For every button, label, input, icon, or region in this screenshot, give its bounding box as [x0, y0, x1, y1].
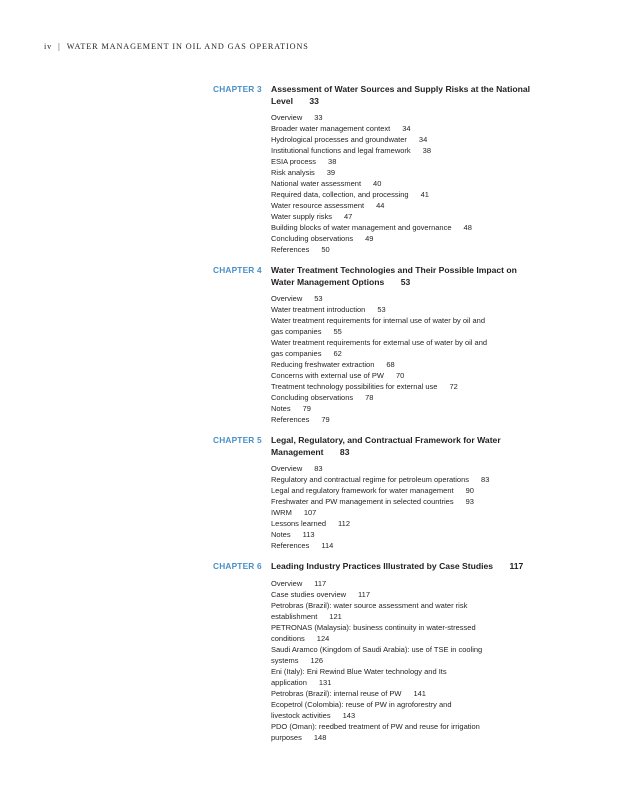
chapter-entries: [271, 112, 541, 255]
toc-entry[interactable]: [271, 145, 541, 156]
chapter-section: [0, 84, 618, 255]
toc-entry-text: Required data, collection, and processing: [271, 190, 409, 199]
toc-entry-text: Notes: [271, 530, 291, 539]
chapter-label: CHAPTER 4: [213, 265, 262, 275]
toc-entry[interactable]: [271, 123, 541, 134]
chapter-entries: [271, 578, 541, 743]
toc-entry-text: National water assessment: [271, 179, 362, 188]
toc-entry-page: 33: [314, 113, 323, 122]
toc-entry-page: 107: [303, 508, 317, 517]
toc-entry[interactable]: [271, 463, 541, 474]
toc-entry-text: References: [271, 541, 310, 550]
toc-entry-text: Saudi Aramco (Kingdom of Saudi Arabia): use of TSE in cooling: [271, 644, 483, 654]
toc-entry-text: Concerns with external use of PW: [271, 371, 384, 380]
toc-entry[interactable]: [271, 507, 541, 518]
toc-entry-text: Legal and regulatory framework for water management: [271, 486, 454, 495]
toc-entry[interactable]: [271, 721, 541, 743]
toc-entry-text: Concluding observations: [271, 234, 354, 243]
toc-entry[interactable]: [271, 589, 541, 600]
running-header: [44, 42, 309, 51]
toc-entry-page: 62: [333, 349, 342, 358]
toc-entry[interactable]: [271, 540, 541, 551]
toc-entry-page: 90: [465, 486, 474, 495]
toc-entry-page: 117: [358, 589, 371, 599]
toc-entry[interactable]: [271, 244, 541, 255]
chapter-label: CHAPTER 3: [213, 84, 262, 94]
toc-entry[interactable]: [271, 304, 541, 315]
toc-entry-page: 38: [422, 146, 432, 155]
toc-entry[interactable]: [271, 112, 541, 123]
toc-entry-page: 70: [395, 371, 405, 380]
toc-entry-text: Institutional functions and legal framework: [271, 146, 411, 155]
toc-entry[interactable]: [271, 167, 541, 178]
toc-entry-text-continued: establishment: [271, 611, 318, 621]
toc-entry-text: Ecopetrol (Colombia): reuse of PW in agroforestry and: [271, 699, 452, 709]
chapter-page-number: 83: [339, 446, 350, 457]
toc-entry-text: Water treatment introduction: [271, 305, 366, 314]
toc-entry-text: IWRM: [271, 508, 292, 517]
toc-entry-text: Water treatment requirements for external use of water by oil and: [271, 338, 488, 347]
toc-entry-page: 148: [313, 732, 327, 742]
chapter-title[interactable]: [271, 265, 531, 288]
toc-entry-page: 93: [465, 497, 474, 506]
chapter-section: [0, 265, 618, 425]
toc-entry-page: 41: [420, 190, 429, 199]
toc-entry-text: Concluding observations: [271, 393, 354, 402]
toc-entry[interactable]: [271, 381, 541, 392]
toc-entry-page: 83: [314, 464, 323, 473]
toc-entry-page: 141: [413, 688, 426, 698]
toc-entry-page: 39: [326, 168, 336, 177]
toc-entry-text-continued: conditions: [271, 633, 305, 643]
toc-entry-page: 124: [316, 633, 330, 643]
toc-entry[interactable]: [271, 578, 541, 589]
toc-entry-page: 131: [318, 677, 332, 687]
toc-entry-page: 47: [344, 212, 353, 221]
toc-entry-page: 113: [302, 530, 315, 539]
chapter-title-text: Assessment of Water Sources and Supply Risks at the National Level: [271, 84, 530, 106]
toc-entry-page: 117: [314, 578, 327, 588]
toc-entry-page: 40: [373, 179, 382, 188]
toc-entry[interactable]: [271, 485, 541, 496]
toc-entry-text: References: [271, 245, 310, 254]
toc-entry-text: Broader water management context: [271, 124, 391, 133]
chapter-title[interactable]: [271, 84, 531, 107]
chapter-title[interactable]: [271, 561, 531, 573]
toc-entry[interactable]: [271, 474, 541, 485]
chapter-section: [0, 435, 618, 551]
toc-entry-text: Water supply risks: [271, 212, 332, 221]
toc-entry-page: 55: [333, 327, 342, 336]
toc-entry-page: 53: [377, 305, 386, 314]
toc-entry-text: Overview: [271, 464, 303, 473]
toc-entry-text-continued: systems: [271, 655, 299, 665]
toc-entry[interactable]: [271, 688, 541, 699]
toc-entry-text: Risk analysis: [271, 168, 315, 177]
chapter-label: CHAPTER 5: [213, 435, 262, 445]
toc-entry-page: 112: [338, 519, 351, 528]
chapter-entries: [271, 293, 541, 425]
page-number: iv: [44, 42, 53, 51]
toc-entry-text-continued: purposes: [271, 732, 302, 742]
toc-entry-text: Lessons learned: [271, 519, 327, 528]
toc-entry[interactable]: [271, 293, 541, 304]
toc-entry-text: PETRONAS (Malaysia): business continuity in water-stressed: [271, 622, 476, 632]
toc-entry-page: 72: [449, 382, 458, 391]
toc-entry[interactable]: [271, 496, 541, 507]
toc-entry-page: 78: [365, 393, 374, 402]
toc-entry-page: 53: [314, 294, 323, 303]
toc-entry-page: 79: [302, 404, 311, 413]
toc-entry-page: 34: [402, 124, 411, 133]
toc-entry[interactable]: [271, 666, 541, 688]
toc-entry[interactable]: [271, 200, 541, 211]
chapter-section: [0, 561, 618, 743]
toc-entry-page: 38: [328, 157, 337, 166]
toc-entry-text: Overview: [271, 294, 303, 303]
toc-entry[interactable]: [271, 529, 541, 540]
toc-entry-text: References: [271, 415, 310, 424]
toc-entry[interactable]: [271, 233, 541, 244]
toc-entry-text: Petrobras (Brazil): internal reuse of PW: [271, 688, 402, 698]
toc-entry-page: 83: [481, 475, 490, 484]
toc-entry[interactable]: [271, 337, 541, 359]
chapter-title[interactable]: [271, 435, 531, 458]
toc-entry[interactable]: [271, 699, 541, 721]
toc-entry-text: Water treatment requirements for internal use of water by oil and: [271, 316, 485, 325]
chapter-label: CHAPTER 6: [213, 561, 262, 571]
toc-entry-text-continued: gas companies: [271, 349, 322, 358]
toc-entry-text: Treatment technology possibilities for external use: [271, 382, 438, 391]
toc-entry[interactable]: [271, 156, 541, 167]
toc-entry[interactable]: [271, 359, 541, 370]
toc-entry-text: Building blocks of water management and governance: [271, 223, 452, 232]
chapter-page-number: 53: [400, 276, 411, 287]
toc-entry[interactable]: [271, 403, 541, 414]
toc-entry-page: 121: [329, 611, 342, 621]
toc-entry-text: ESIA process: [271, 157, 317, 166]
toc-entry[interactable]: [271, 134, 541, 145]
toc-entry-text: Regulatory and contractual regime for petroleum operations: [271, 475, 470, 484]
toc-entry-page: 126: [310, 655, 324, 665]
toc-entry[interactable]: [271, 222, 541, 233]
chapter-entries: [271, 463, 541, 551]
toc-entry[interactable]: [271, 370, 541, 381]
toc-entry-page: 68: [386, 360, 395, 369]
running-title: WATER MANAGEMENT IN OIL AND GAS OPERATIONS: [66, 42, 309, 51]
toc-entry-page: 50: [321, 245, 330, 254]
toc-entry-text: Petrobras (Brazil): water source assessment and water risk: [271, 600, 468, 610]
toc-entry-text: Reducing freshwater extraction: [271, 360, 375, 369]
toc-entry-page: 44: [376, 201, 385, 210]
table-of-contents: [0, 84, 618, 753]
chapter-title-text: Leading Industry Practices Illustrated by Case Studies: [271, 561, 494, 571]
toc-entry-text-continued: application: [271, 677, 307, 687]
toc-entry-page: 34: [418, 135, 428, 144]
toc-entry[interactable]: [271, 414, 541, 425]
toc-entry-text: PDO (Oman): reedbed treatment of PW and reuse for irrigation: [271, 721, 480, 731]
toc-entry-text: Water resource assessment: [271, 201, 365, 210]
toc-entry[interactable]: [271, 211, 541, 222]
chapter-page-number: 117: [509, 561, 524, 571]
toc-entry-text: Notes: [271, 404, 291, 413]
toc-entry-page: 143: [342, 710, 356, 720]
toc-entry-text-continued: gas companies: [271, 327, 322, 336]
toc-entry[interactable]: [271, 644, 541, 666]
toc-entry-text: Case studies overview: [271, 589, 347, 599]
toc-entry-text: Hydrological processes and groundwater: [271, 135, 407, 144]
toc-entry-text-continued: livestock activities: [271, 710, 331, 720]
toc-entry-page: 49: [365, 234, 374, 243]
toc-entry-page: 79: [321, 415, 330, 424]
toc-entry[interactable]: [271, 189, 541, 200]
toc-entry[interactable]: [271, 600, 541, 622]
toc-entry-text: Overview: [271, 578, 303, 588]
chapter-title-text: Legal, Regulatory, and Contractual Framework for Water Management: [271, 435, 501, 457]
toc-entry[interactable]: [271, 178, 541, 189]
toc-entry-page: 48: [463, 223, 472, 232]
toc-entry[interactable]: [271, 622, 541, 644]
toc-entry[interactable]: [271, 518, 541, 529]
chapter-page-number: 33: [309, 95, 319, 106]
toc-entry[interactable]: [271, 392, 541, 403]
toc-entry[interactable]: [271, 315, 541, 337]
toc-entry-page: 114: [321, 541, 334, 550]
toc-entry-text: Overview: [271, 113, 303, 122]
toc-entry-text: Freshwater and PW management in selected countries: [271, 497, 454, 506]
toc-entry-text: Eni (Italy): Eni Rewind Blue Water technology and Its: [271, 666, 447, 676]
chapter-title-text: Water Treatment Technologies and Their Possible Impact on Water Management Options: [271, 265, 517, 287]
header-separator: |: [58, 42, 61, 51]
